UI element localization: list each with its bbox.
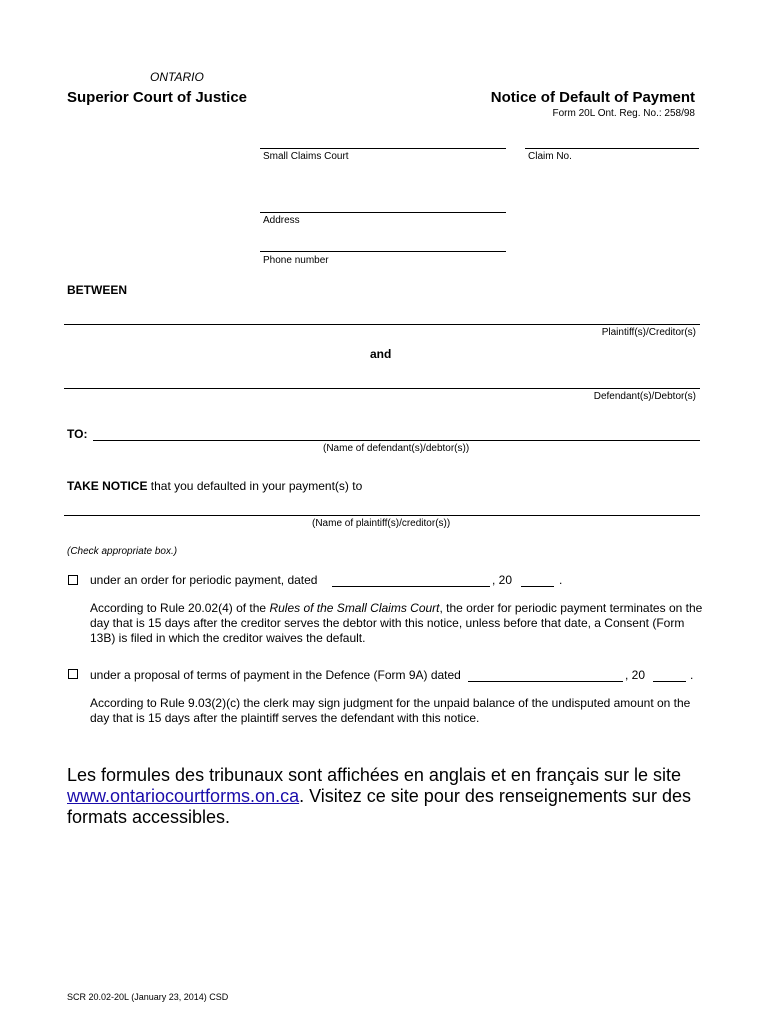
take-notice-statement (67, 479, 362, 493)
option1-period: . (559, 573, 563, 587)
option2-date-field-line[interactable] (468, 681, 623, 682)
option1-year-prefix: , 20 (492, 573, 513, 587)
option1-year-field-line[interactable] (521, 586, 554, 587)
phone-field-line[interactable] (260, 251, 506, 252)
option1-para-a: According to Rule 20.02(4) of the (90, 601, 270, 615)
claim-no-field-line[interactable] (525, 148, 699, 149)
plaintiff-label: Plaintiff(s)/Creditor(s) (601, 327, 696, 338)
court-field-line[interactable] (260, 148, 506, 149)
province-label: ONTARIO (150, 70, 204, 84)
french-notice (67, 765, 707, 828)
and-label: and (370, 347, 392, 361)
between-label: BETWEEN (67, 283, 127, 297)
address-field-line[interactable] (260, 212, 506, 213)
option2-label: under a proposal of terms of payment in the Defence (Form 9A) dated (90, 668, 461, 682)
small-claims-court-label: Small Claims Court (263, 151, 349, 162)
plaintiff-name-hint: (Name of plaintiff(s)/creditor(s)) (312, 518, 451, 529)
plaintiff-field-line[interactable] (64, 324, 700, 325)
defendant-name-hint: (Name of defendant(s)/debtor(s)) (323, 443, 470, 454)
periodic-payment-checkbox[interactable] (68, 575, 78, 585)
rules-title: Rules of the Small Claims Court (269, 601, 440, 615)
defendant-field-line[interactable] (64, 388, 700, 389)
french-line-b: . Visitez ce site pour des renseignements sur des formats accessibles. (67, 786, 691, 827)
plaintiff-name-field-line[interactable] (64, 515, 700, 516)
defence-proposal-checkbox[interactable] (68, 669, 78, 679)
option1-para-b: , the order for periodic payment terminates on the day that is 15 days after the creditor serves the debtor with this notice, unless before that date, a Consent (Form 13B) is filed in which the creditor waives the default. (90, 601, 703, 645)
form-footer-code: SCR 20.02-20L (January 23, 2014) CSD (67, 992, 229, 1002)
to-name-field-line[interactable] (93, 440, 700, 441)
defendant-label: Defendant(s)/Debtor(s) (593, 391, 696, 402)
address-label: Address (263, 215, 300, 226)
french-line-a: Les formules des tribunaux sont affichées en anglais et en français sur le site (67, 765, 682, 785)
take-notice-rest: that you defaulted in your payment(s) to (147, 479, 363, 493)
ontario-court-forms-link[interactable]: www.ontariocourtforms.on.ca (67, 786, 300, 806)
option2-rule-paragraph: According to Rule 9.03(2)(c) the clerk may sign judgment for the unpaid balance of the undisputed amount on the day that is 15 days after the plaintiff serves the defendant with this notice. (90, 696, 691, 725)
form-title: Notice of Default of Payment (490, 89, 695, 106)
option1-rule-paragraph (90, 601, 704, 646)
take-notice-bold: TAKE NOTICE (67, 479, 148, 493)
phone-label: Phone number (263, 255, 329, 266)
claim-no-label: Claim No. (528, 151, 572, 162)
option1-label: under an order for periodic payment, dated (90, 573, 318, 587)
option2-year-field-line[interactable] (653, 681, 686, 682)
court-name: Superior Court of Justice (67, 89, 248, 106)
option1-date-field-line[interactable] (332, 586, 490, 587)
option2-year-prefix: , 20 (625, 668, 646, 682)
option2-period: . (690, 668, 694, 682)
form-number: Form 20L Ont. Reg. No.: 258/98 (552, 108, 695, 119)
check-box-hint: (Check appropriate box.) (67, 546, 178, 557)
to-label: TO: (67, 427, 88, 441)
